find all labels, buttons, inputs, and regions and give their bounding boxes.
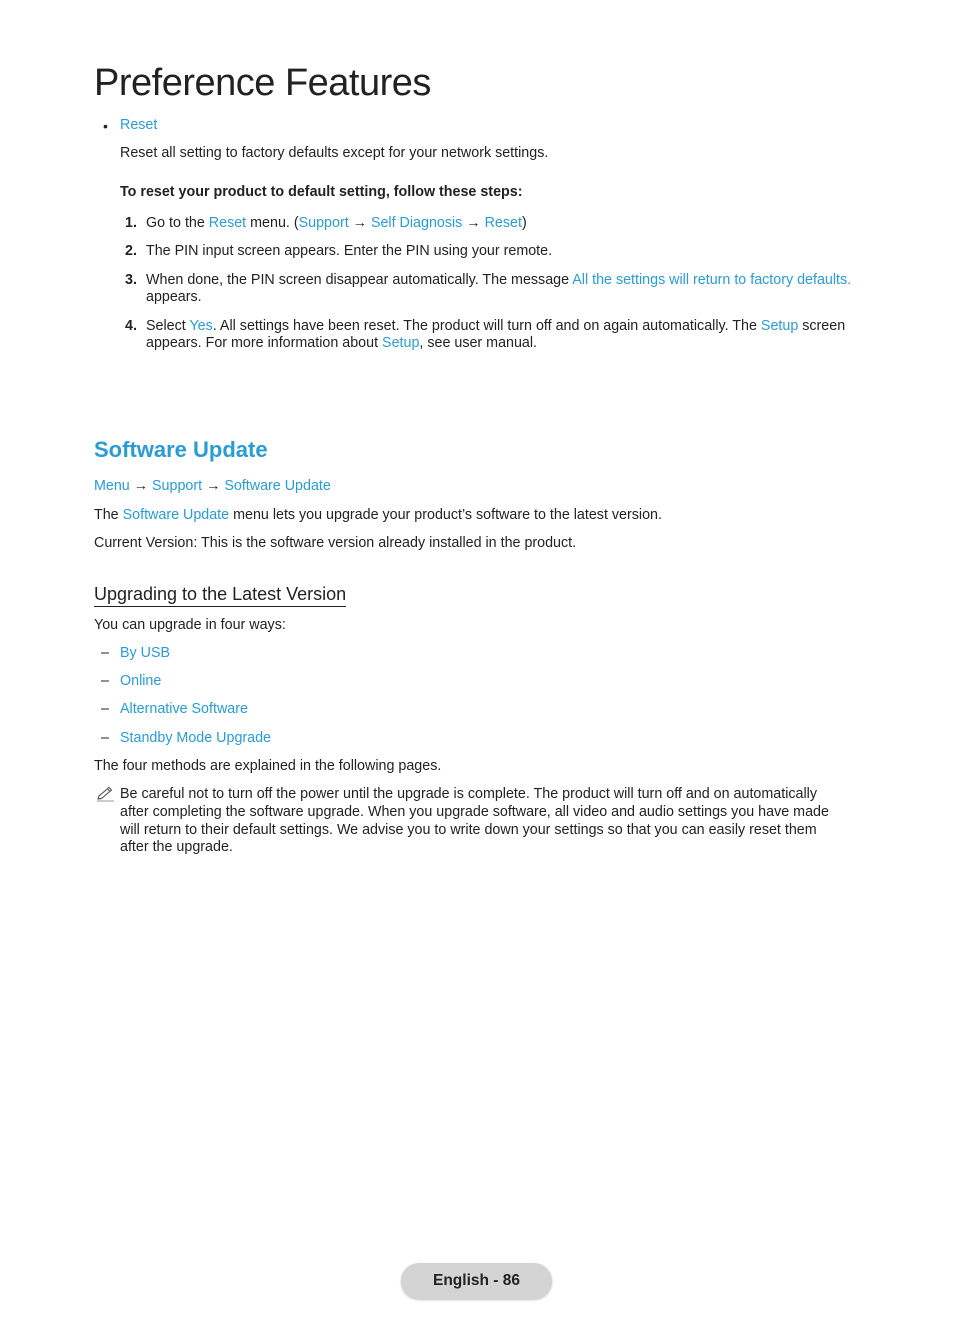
- dash-icon: –: [101, 701, 109, 717]
- intro-text: The: [94, 507, 123, 523]
- arrow-separator: →: [202, 478, 225, 494]
- factory-defaults-message: All the settings will return to factory defaults.: [572, 272, 852, 288]
- way-alternative-software[interactable]: Alternative Software: [120, 701, 248, 717]
- step-text: Go to the: [146, 215, 209, 231]
- setup-link[interactable]: Setup: [760, 318, 799, 334]
- step-text: When done, the PIN screen disappear automatically. The message: [146, 272, 573, 288]
- pencil-note-icon: [96, 786, 116, 807]
- dash-icon: –: [101, 673, 109, 689]
- step-text: appears. For more information about: [146, 335, 383, 351]
- dash-icon: –: [101, 645, 109, 661]
- step-number: 2.: [125, 243, 137, 259]
- arrow-separator: →: [348, 215, 371, 231]
- step-text: menu. (: [246, 215, 299, 231]
- way-online[interactable]: Online: [120, 673, 162, 689]
- arrow-separator: →: [129, 478, 153, 494]
- intro-text: menu lets you upgrade your product’s software to the latest version.: [229, 507, 662, 523]
- dash-icon: –: [101, 730, 109, 746]
- step-text: ): [521, 215, 527, 231]
- note-line: Be careful not to turn off the power until the upgrade is complete. The product will turn off and on automatically: [120, 786, 817, 802]
- step-text: . All settings have been reset. The product will turn off and on again automatically. The: [212, 318, 761, 334]
- way-standby-mode-upgrade[interactable]: Standby Mode Upgrade: [120, 730, 272, 746]
- note-line: will return to their default settings. We advise you to write down your settings so that you can easily reset them: [120, 822, 817, 838]
- step-3-text: [146, 272, 851, 288]
- step-number: 1.: [125, 215, 137, 231]
- reset-description: Reset all setting to factory defaults except for your network settings.: [120, 145, 549, 161]
- yes-option[interactable]: Yes: [189, 318, 213, 334]
- software-update-link[interactable]: Software Update: [122, 507, 230, 523]
- section-heading-software-update: Software Update: [94, 437, 268, 462]
- self-diagnosis-link[interactable]: Self Diagnosis: [370, 215, 463, 231]
- step-4-text: [146, 318, 845, 334]
- support-link[interactable]: Support: [298, 215, 349, 231]
- step-1-text: [146, 215, 527, 231]
- step-4-continuation: [146, 335, 537, 351]
- bullet-dot-icon: •: [103, 118, 108, 134]
- breadcrumb: [94, 478, 331, 494]
- setup-link[interactable]: Setup: [382, 335, 420, 351]
- arrow-separator: →: [462, 215, 485, 231]
- step-3-continuation: appears.: [146, 289, 202, 305]
- page-number-badge: English - 86: [401, 1263, 552, 1299]
- software-update-intro: [94, 507, 662, 523]
- step-2-text: The PIN input screen appears. Enter the PIN using your remote.: [146, 243, 553, 259]
- breadcrumb-support[interactable]: Support: [152, 478, 203, 494]
- step-text: Select: [146, 318, 190, 334]
- steps-heading: To reset your product to default setting, follow these steps:: [120, 184, 523, 200]
- step-text: screen: [798, 318, 846, 334]
- step-text: , see user manual.: [419, 335, 538, 351]
- step-number: 3.: [125, 272, 137, 288]
- subheading-upgrading: Upgrading to the Latest Version: [94, 584, 346, 607]
- reset-link[interactable]: Reset: [120, 117, 158, 133]
- note-line: after the upgrade.: [120, 839, 233, 855]
- page-title: Preference Features: [94, 62, 431, 104]
- reset-link[interactable]: Reset: [484, 215, 522, 231]
- breadcrumb-menu[interactable]: Menu: [94, 478, 130, 494]
- methods-note: The four methods are explained in the following pages.: [94, 758, 442, 774]
- breadcrumb-software-update[interactable]: Software Update: [224, 478, 331, 494]
- step-number: 4.: [125, 318, 137, 334]
- note-line: after completing the software upgrade. When you upgrade software, all video and audio settings you have made: [120, 804, 829, 820]
- ways-intro: You can upgrade in four ways:: [94, 617, 286, 633]
- reset-menu-link[interactable]: Reset: [208, 215, 247, 231]
- way-by-usb[interactable]: By USB: [120, 645, 171, 661]
- current-version-text: Current Version: This is the software version already installed in the product.: [94, 535, 577, 551]
